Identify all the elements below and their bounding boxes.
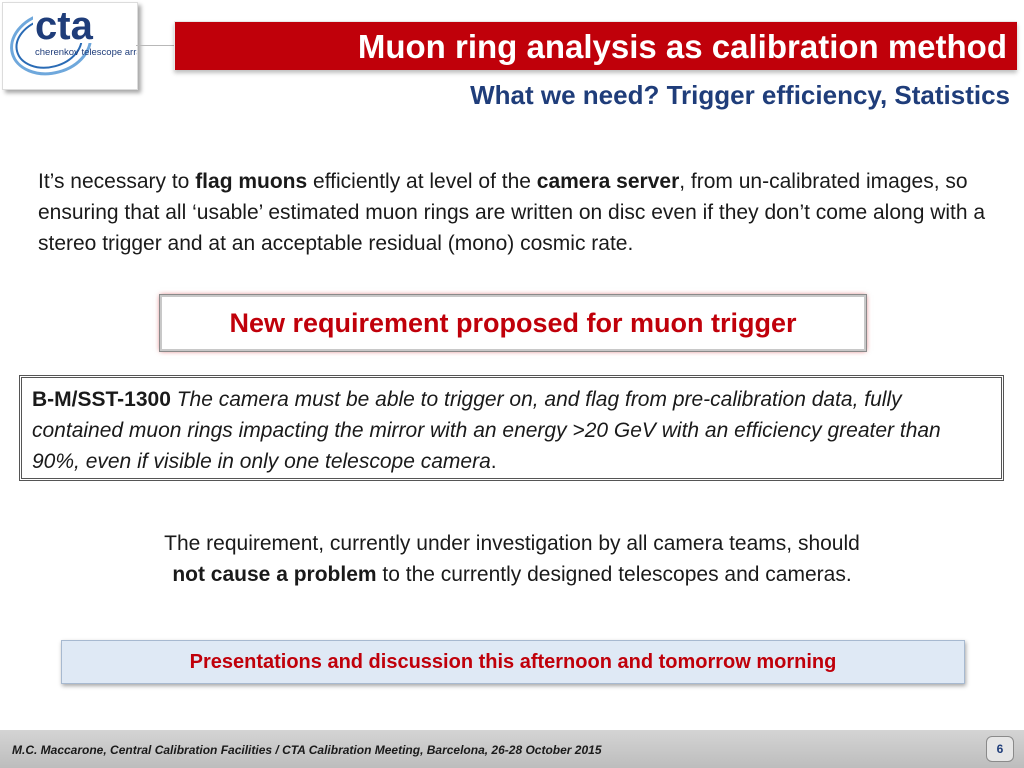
requirement-period: . (490, 450, 497, 473)
conclusion-bold: not cause a problem (172, 563, 377, 586)
cta-logo-graphic (3, 3, 137, 89)
intro-text-1: It’s necessary to (38, 170, 196, 193)
cta-tagline: cherenkov telescope array (35, 47, 137, 58)
page-number: 6 (986, 736, 1014, 762)
new-requirement-label: New requirement proposed for muon trigger (229, 307, 797, 338)
conclusion-paragraph (60, 528, 964, 590)
slide-subtitle: What we need? Trigger efficiency, Statistics (470, 80, 1010, 110)
requirement-id: B-M/SST-1300 (32, 388, 171, 411)
logo-connector-line (136, 45, 176, 46)
conclusion-text-2: to the currently designed telescopes and cameras. (376, 563, 852, 586)
requirement-text: The camera must be able to trigger on, and flag from pre-calibration data, fully contained muon rings impacting the mirror with an energy >20 GeV with an efficiency greater than 90%, even if visible in only one telescope camera (32, 388, 941, 473)
intro-text-3: , from un-calibrated images, so ensuring that all ‘usable’ estimated muon rings are written on disc even if they don’t come along with a stereo trigger and at an acceptable residual (mono) cosmic rate. (38, 170, 986, 255)
intro-text-2: efficiently at level of the (307, 170, 537, 193)
intro-bold-camera-server: camera server (536, 170, 680, 193)
presentations-box (61, 640, 965, 684)
cta-logo (2, 2, 138, 90)
footer-text: M.C. Maccarone, Central Calibration Facilities / CTA Calibration Meeting, Barcelona, 26-28 October 2015 (12, 743, 602, 757)
slide-title: Muon ring analysis as calibration method (174, 21, 1017, 70)
intro-bold-flag-muons: flag muons (195, 170, 308, 193)
cta-wordmark: cta (35, 4, 93, 48)
new-requirement-box (160, 295, 866, 351)
footer-bar (0, 730, 1024, 768)
requirement-spec-box (19, 375, 1004, 481)
conclusion-text-1: The requirement, currently under investigation by all camera teams, should (164, 532, 860, 555)
presentations-label: Presentations and discussion this afternoon and tomorrow morning (189, 650, 837, 673)
intro-paragraph (38, 166, 998, 259)
